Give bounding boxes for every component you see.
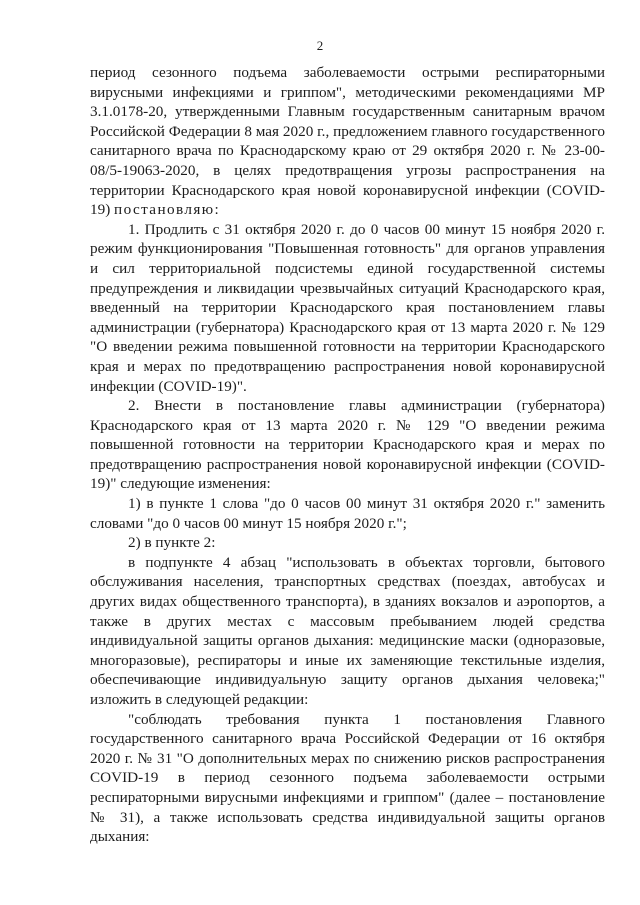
paragraph-new-wording: "соблюдать требования пункта 1 постановления Главного государственного санитарного врача Российской Федерации от 16 октября 2020 г. № 31 "О дополнительных мерах по снижению рисков распространения COVID-19 в период сезонного подъема заболеваемости острыми респираторными вирусными инфекциями и гриппом" (далее – постановление № 31), а также использовать средства индивидуальной защиты органов дыхания: bbox=[90, 710, 605, 846]
paragraph-subitem-1: 1) в пункте 1 слова "до 0 часов 00 минут 31 октября 2020 г." заменить словами "до 0 часов 00 минут 15 ноября 2020 г."; bbox=[90, 495, 605, 532]
paragraph-preamble bbox=[90, 63, 605, 220]
preamble-text: период сезонного подъема заболеваемости острыми респираторными вирусными инфекциями и гриппом", методическими рекомендациями МР 3.1.0178-20, утвержденными Главным государственным санитарным врачом Российской Федерации 8 мая 2020 г., предложением главного государственного санитарного врача по Краснодарскому краю от 29 октября 2020 г. № 23-00-08/5-19063-2020, в целях предотвращения угрозы распространения на территории Краснодарского края новой коронавирусной инфекции (COVID-19) bbox=[90, 64, 605, 219]
document-body bbox=[90, 63, 605, 847]
paragraph-item-1: 1. Продлить с 31 октября 2020 г. до 0 часов 00 минут 15 ноября 2020 г. режим функционирования "Повышенная готовность" для органов управления и сил территориальной подсистемы единой государственной системы предупреждения и ликвидации чрезвычайных ситуаций Краснодарского края, введенный на территории Краснодарского края постановлением главы администрации (губернатора) Краснодарского края от 13 марта 2020 г. № 129 "О введении режима повышенной готовности на территории Краснодарского края и мерах по предотвращению распространения новой коронавирусной инфекции (COVID-19)". bbox=[90, 220, 605, 395]
page-number: 2 bbox=[316, 38, 324, 53]
paragraph-subitem-2: 2) в пункте 2: bbox=[128, 534, 216, 552]
paragraph-item-2: 2. Внести в постановление главы администрации (губернатора) Краснодарского края от 13 марта 2020 г. № 129 "О введении режима повышенной готовности на территории Краснодарского края и мерах по предотвращению распространения новой коронавирусной инфекции (COVID-19)" следующие изменения: bbox=[90, 397, 605, 493]
paragraph-subpoint-4: в подпункте 4 абзац "использовать в объектах торговли, бытового обслуживания населения, транспортных средствах (поездах, автобусах и других видах общественного транспорта), в зданиях вокзалов и аэропортов, а также в других местах с массовым пребыванием людей средства индивидуальной защиты органов дыхания: медицинские маски (одноразовые, многоразовые), респираторы и иные их заменяющие текстильные изделия, обеспечивающие индивидуальную защиту органов дыхания человека;" изложить в следующей редакции: bbox=[90, 553, 605, 708]
resolve-word: постановляю: bbox=[114, 201, 221, 219]
